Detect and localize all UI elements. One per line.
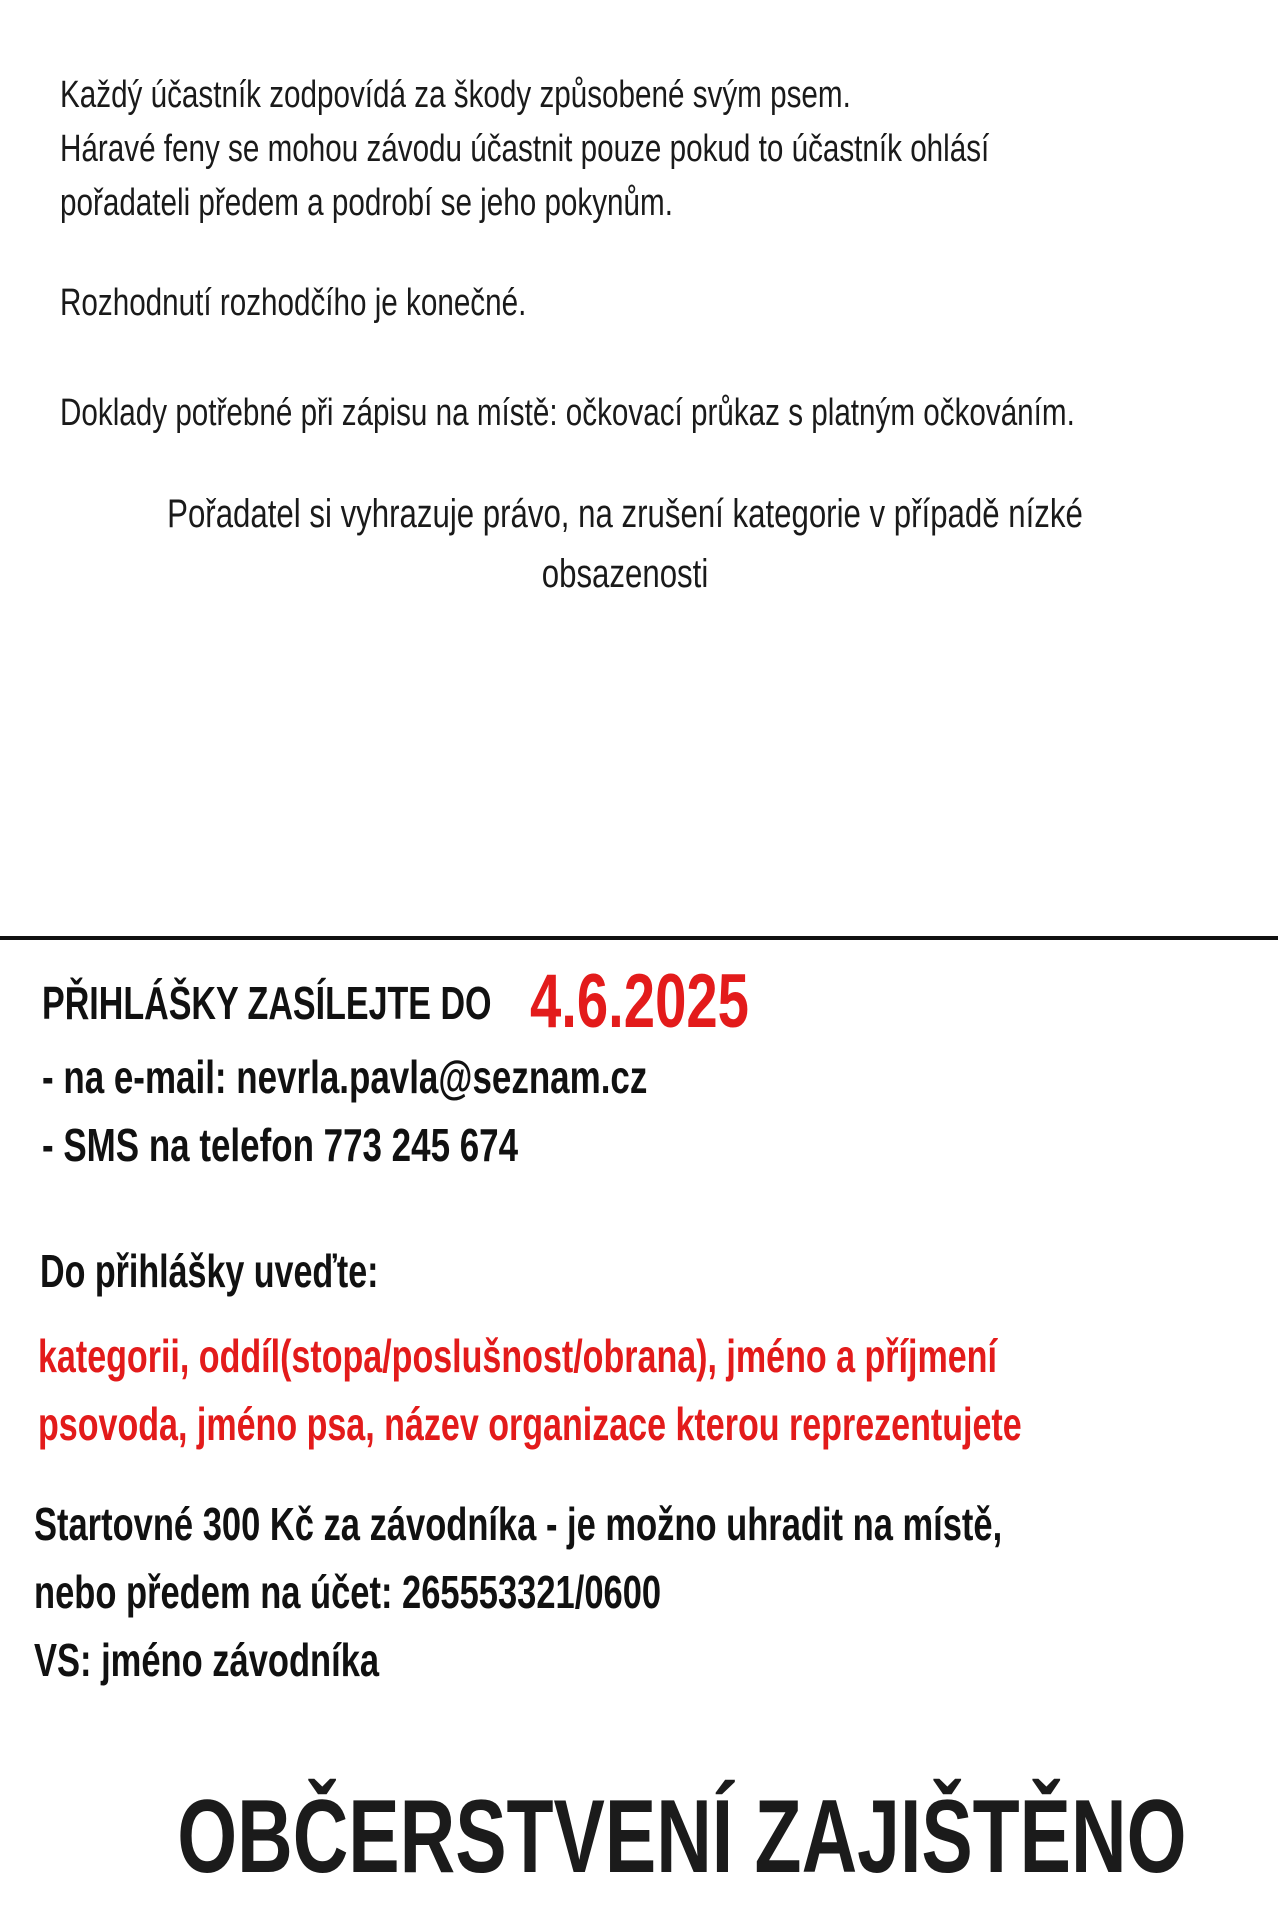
entry-fee-line: VS: jméno závodníka [34, 1634, 380, 1686]
rules-documents [60, 386, 1240, 440]
section-divider [0, 936, 1278, 940]
registration-fields-line: kategorii, oddíl(stopa/poslušnost/obrana), jméno a příjmení [38, 1330, 997, 1382]
rules-line: Každý účastník zodpovídá za škody způsobené svým psem. [60, 74, 851, 116]
organizer-note-line: Pořadatel si vyhrazuje právo, na zrušení kategorie v případě nízké [167, 492, 1083, 536]
rules-paragraph-liability [60, 68, 1240, 230]
refreshments-title-text: OBČERSTVENÍ ZAJIŠTĚNO [177, 1779, 1187, 1895]
rules-judge-decision [60, 276, 1240, 330]
organizer-note [0, 484, 1250, 604]
registration-fields-line: psovoda, jméno psa, název organizace kterou reprezentujete [38, 1398, 1022, 1450]
contact-email-line: - na e-mail: nevrla.pavla@seznam.cz [42, 1051, 648, 1103]
registration-deadline: 4.6.2025 [530, 959, 749, 1044]
rules-line: pořadateli předem a podrobí se jeho pokynům. [60, 182, 673, 224]
documents-text: Doklady potřebné při zápisu na místě: očkovací průkaz s platným očkováním. [60, 392, 1075, 434]
registration-fields [38, 1322, 1280, 1458]
entry-fee-line: Startovné 300 Kč za závodníka - je možno uhradit na místě, [34, 1498, 1003, 1550]
organizer-note-line: obsazenosti [541, 552, 709, 596]
entry-fee-line: nebo předem na účet: 265553321/0600 [34, 1566, 662, 1618]
registration-heading-label: PŘIHLÁŠKY ZASÍLEJTE DO [42, 977, 492, 1029]
refreshments-title [0, 1779, 1280, 1895]
registration-fields-label: Do přihlášky uveďte: [40, 1245, 379, 1297]
judge-decision-text: Rozhodnutí rozhodčího je konečné. [60, 282, 527, 324]
rules-line: Háravé feny se mohou závodu účastnit pouze pokud to účastník ohlásí [60, 128, 990, 170]
contact-sms-line: - SMS na telefon 773 245 674 [42, 1119, 519, 1171]
entry-fee [34, 1490, 1280, 1694]
